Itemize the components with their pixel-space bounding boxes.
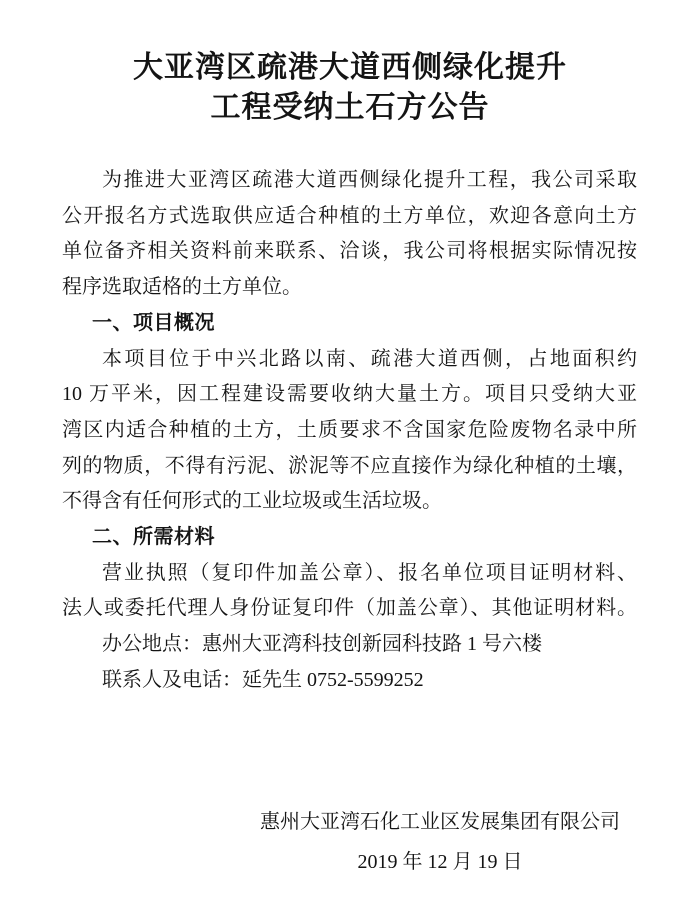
- section1-line: 湾区内适合种植的土方，土质要求不含国家危险废物名录中所: [62, 418, 637, 441]
- document-body: [62, 163, 637, 699]
- section2-line: 法人或委托代理人身份证复印件（加盖公章）、其他证明材料。: [62, 597, 637, 620]
- intro-line: 为推进大亚湾区疏港大道西侧绿化提升工程，我公司采取: [102, 169, 637, 191]
- signature-date: 2019 年 12 月 19 日: [357, 850, 523, 873]
- office-address-line: 办公地点：惠州大亚湾科技创新园科技路 1 号六楼: [102, 633, 542, 656]
- section1-heading: 一、项目概况: [92, 311, 215, 334]
- signature-block: [260, 802, 620, 882]
- document-title-line-2: 工程受纳土石方公告: [210, 91, 490, 124]
- section1-line: 本项目位于中兴北路以南、疏港大道西侧，占地面积约: [102, 347, 637, 370]
- document-title-line-1: 大亚湾区疏港大道西侧绿化提升: [133, 51, 567, 84]
- document-title: [40, 48, 660, 128]
- section1-line: 列的物质，不得有污泥、淤泥等不应直接作为绿化种植的土壤，: [62, 454, 637, 477]
- contact-phone-line: 联系人及电话：延先生 0752-5599252: [102, 668, 424, 691]
- section2-line: 营业执照（复印件加盖公章）、报名单位项目证明材料、: [102, 561, 637, 584]
- section1-line: 不得含有任何形式的工业垃圾或生活垃圾。: [62, 490, 442, 513]
- intro-line: 程序选取适格的土方单位。: [62, 276, 302, 299]
- intro-line: 单位备齐相关资料前来联系、洽谈，我公司将根据实际情况按: [62, 240, 637, 263]
- intro-line: 公开报名方式选取供应适合种植的土方单位，欢迎各意向土方: [62, 204, 637, 227]
- signature-company: 惠州大亚湾石化工业区发展集团有限公司: [260, 810, 620, 833]
- section2-heading: 二、所需材料: [92, 526, 215, 549]
- section1-line: 10 万平米，因工程建设需要收纳大量土方。项目只受纳大亚: [62, 383, 637, 406]
